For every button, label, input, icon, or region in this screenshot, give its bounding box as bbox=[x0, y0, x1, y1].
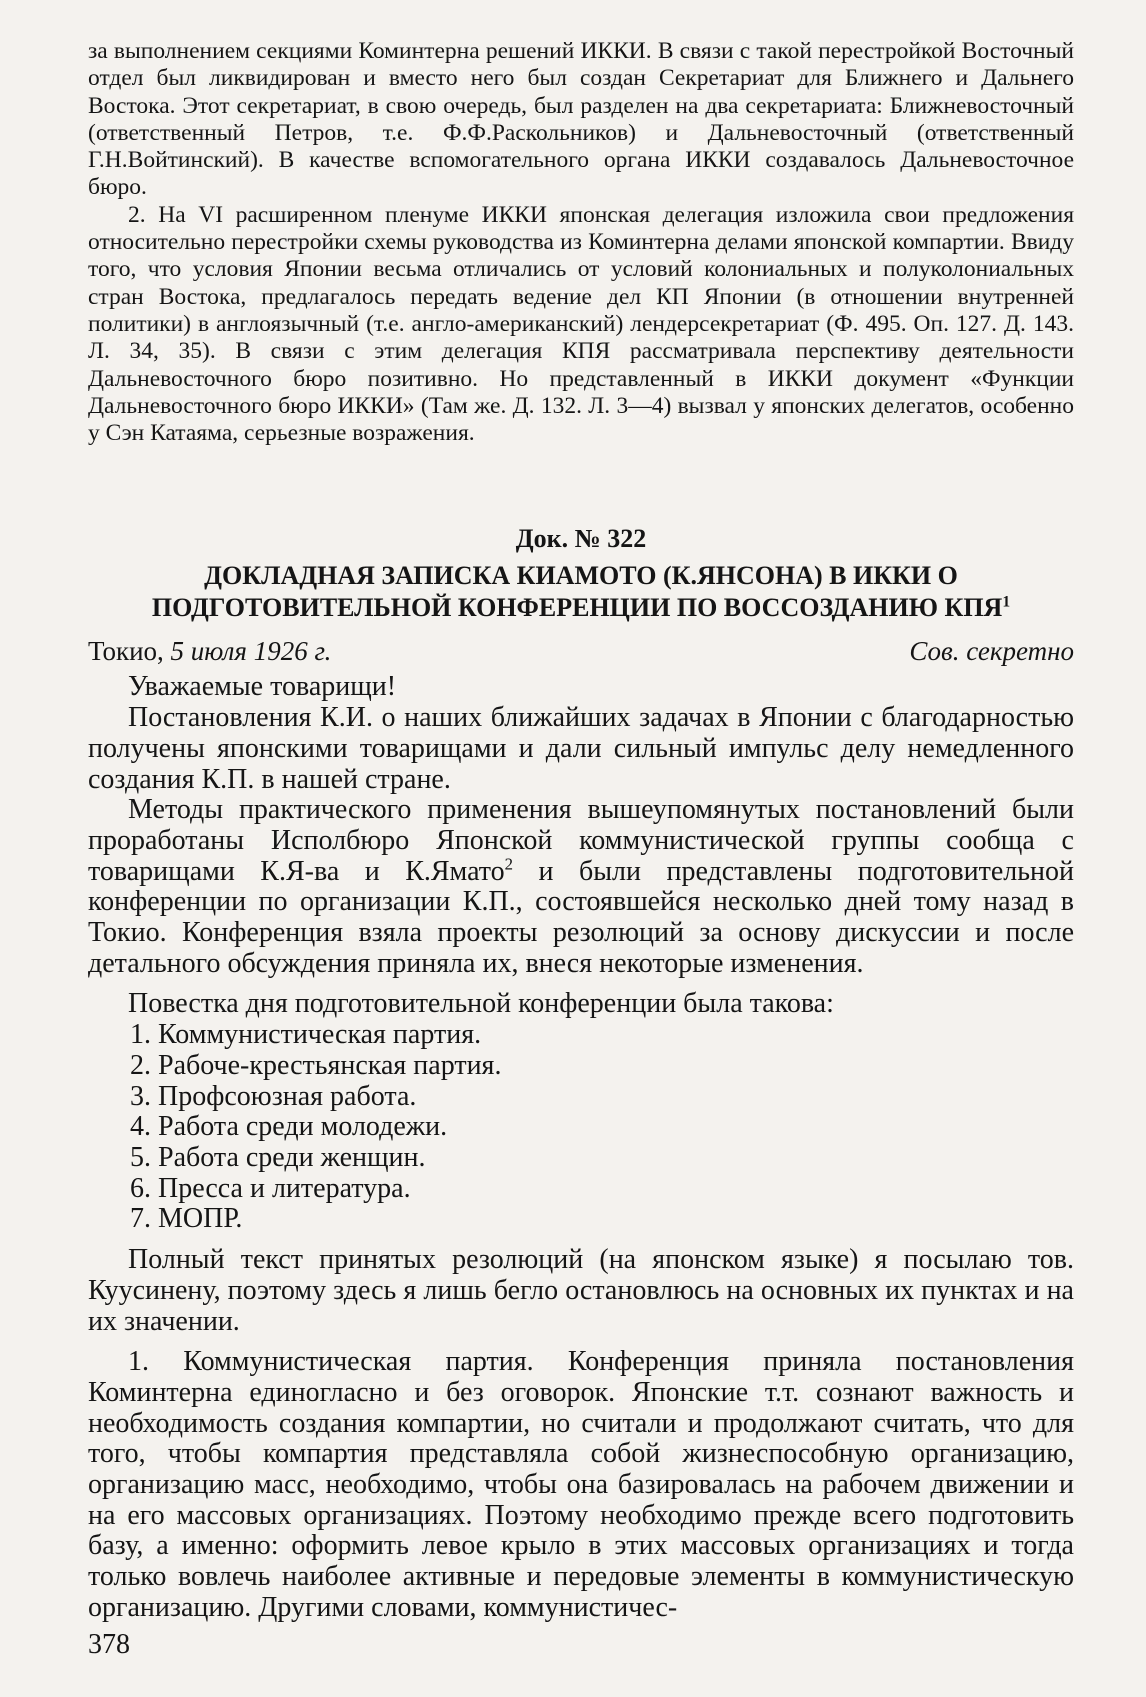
date: 5 июля 1926 г. bbox=[170, 636, 332, 667]
dateline bbox=[88, 636, 1074, 666]
place: Токио, bbox=[88, 636, 164, 667]
classification: Сов. секретно bbox=[909, 636, 1074, 667]
document-number: Док. № 322 bbox=[515, 524, 647, 554]
paragraph-1: Постановления К.И. о наших ближайших задачах в Японии с благодарностью получены японскими товарищами и дали сильный импульс делу немедленного создания К.П. в нашей стране. bbox=[88, 702, 1074, 795]
paragraph-2-footnote-marker: 2 bbox=[504, 854, 514, 874]
note-2: 2. На VI расширенном пленуме ИККИ японская делегация изложила свои предложения относительно перестройки схемы руководства из Коминтерна делами японской компартии. Ввиду того, что условия Японии весьма отличались от условий колониальных и полуколониальных стран Востока, предлагалось передать ведение дел КП Японии (в отношении внутренней политики) в англоязычный (т.е. англо-американский) лендерсекретариат (Ф. 495. Оп. 127. Д. 143. Л. 34, 35). В связи с этим делегация КПЯ рассматривала перспективу деятельности Дальневосточного бюро позитивно. Но представленный в ИККИ документ «Функции Дальневосточного бюро ИККИ» (Там же. Д. 132. Л. 3—4) вызвал у японских делегатов, особенно у Сэн Катаяма, серьезные возражения. bbox=[88, 201, 1074, 447]
document-title-text: ДОКЛАДНАЯ ЗАПИСКА КИАМОТО (К.ЯНСОНА) В ИККИ О ПОДГОТОВИТЕЛЬНОЙ КОНФЕРЕНЦИИ ПО ВОССОЗДАНИЮ КПЯ bbox=[151, 561, 1003, 623]
agenda-item: 6. Пресса и литература. bbox=[130, 1172, 411, 1204]
page-number: 378 bbox=[88, 1629, 130, 1660]
title-footnote-marker: 1 bbox=[1002, 593, 1011, 611]
document-title bbox=[88, 560, 1074, 624]
agenda-list bbox=[88, 1020, 1074, 1235]
page-body bbox=[88, 38, 1074, 1624]
intro-paragraph: за выполнением секциями Коминтерна решений ИККИ. В связи с такой перестройкой Восточный отдел был ликвидирован и вместо него был создан Секретариат для Ближнего и Дальнего Востока. Этот секретариат, в свою очередь, был разделен на два секретариата: Ближневосточный (ответственный Петров, т.е. Ф.Ф.Раскольников) и Дальневосточный (ответственный Г.Н.Войтинский). В качестве вспомогательного органа ИККИ создавалось Дальневосточное бюро. bbox=[88, 38, 1074, 201]
agenda-item: 3. Профсоюзная работа. bbox=[130, 1080, 417, 1112]
greeting: Уважаемые товарищи! bbox=[128, 671, 397, 703]
agenda-item: 1. Коммунистическая партия. bbox=[130, 1019, 482, 1051]
agenda-intro: Повестка дня подготовительной конференции была такова: bbox=[128, 988, 834, 1020]
paragraph-2-part-1: Методы практического применения вышеупомянутых постановлений были проработаны Исполбюро Японской коммунистической группы сообща с товарищами К.Я-ва и К.Ямато bbox=[88, 794, 1074, 887]
agenda-item: 5. Работа среди женщин. bbox=[130, 1142, 426, 1173]
agenda-item: 4. Работа среди молодежи. bbox=[130, 1111, 448, 1143]
agenda-item: 2. Рабоче-крестьянская партия. bbox=[130, 1049, 502, 1081]
paragraph-2 bbox=[88, 795, 1074, 979]
agenda-item: 7. МОПР. bbox=[130, 1203, 243, 1235]
paragraph-2-part-2: и были представлены подготовительной конференции по организации К.П., состоявшейся несколько дней тому назад в Токио. Конференция взяла проекты резолюций за основу дискуссии и после детального обсуждения приняла их, внеся некоторые изменения. bbox=[88, 855, 1074, 979]
paragraph-3: Полный текст принятых резолюций (на японском языке) я посылаю тов. Куусинену, поэтому здесь я лишь бегло остановлюсь на основных их пунктах и на их значении. bbox=[88, 1244, 1074, 1337]
place-date bbox=[88, 636, 331, 666]
paragraph-4: 1. Коммунистическая партия. Конференция приняла постановления Коминтерна единогласно и без оговорок. Японские т.т. сознают важность и необходимость создания компартии, но считали и продолжают считать, что для того, чтобы компартия представляла собой жизнеспособную организацию, организацию масс, необходимо, чтобы она базировалась на рабочем движении и на его массовых организациях. Поэтому необходимо прежде всего подготовить базу, а именно: оформить левое крыло в этих массовых организациях и тогда только вовлечь наиболее активные и передовые элементы в коммунистическую организацию. Другими словами, коммунистичес- bbox=[88, 1346, 1074, 1623]
